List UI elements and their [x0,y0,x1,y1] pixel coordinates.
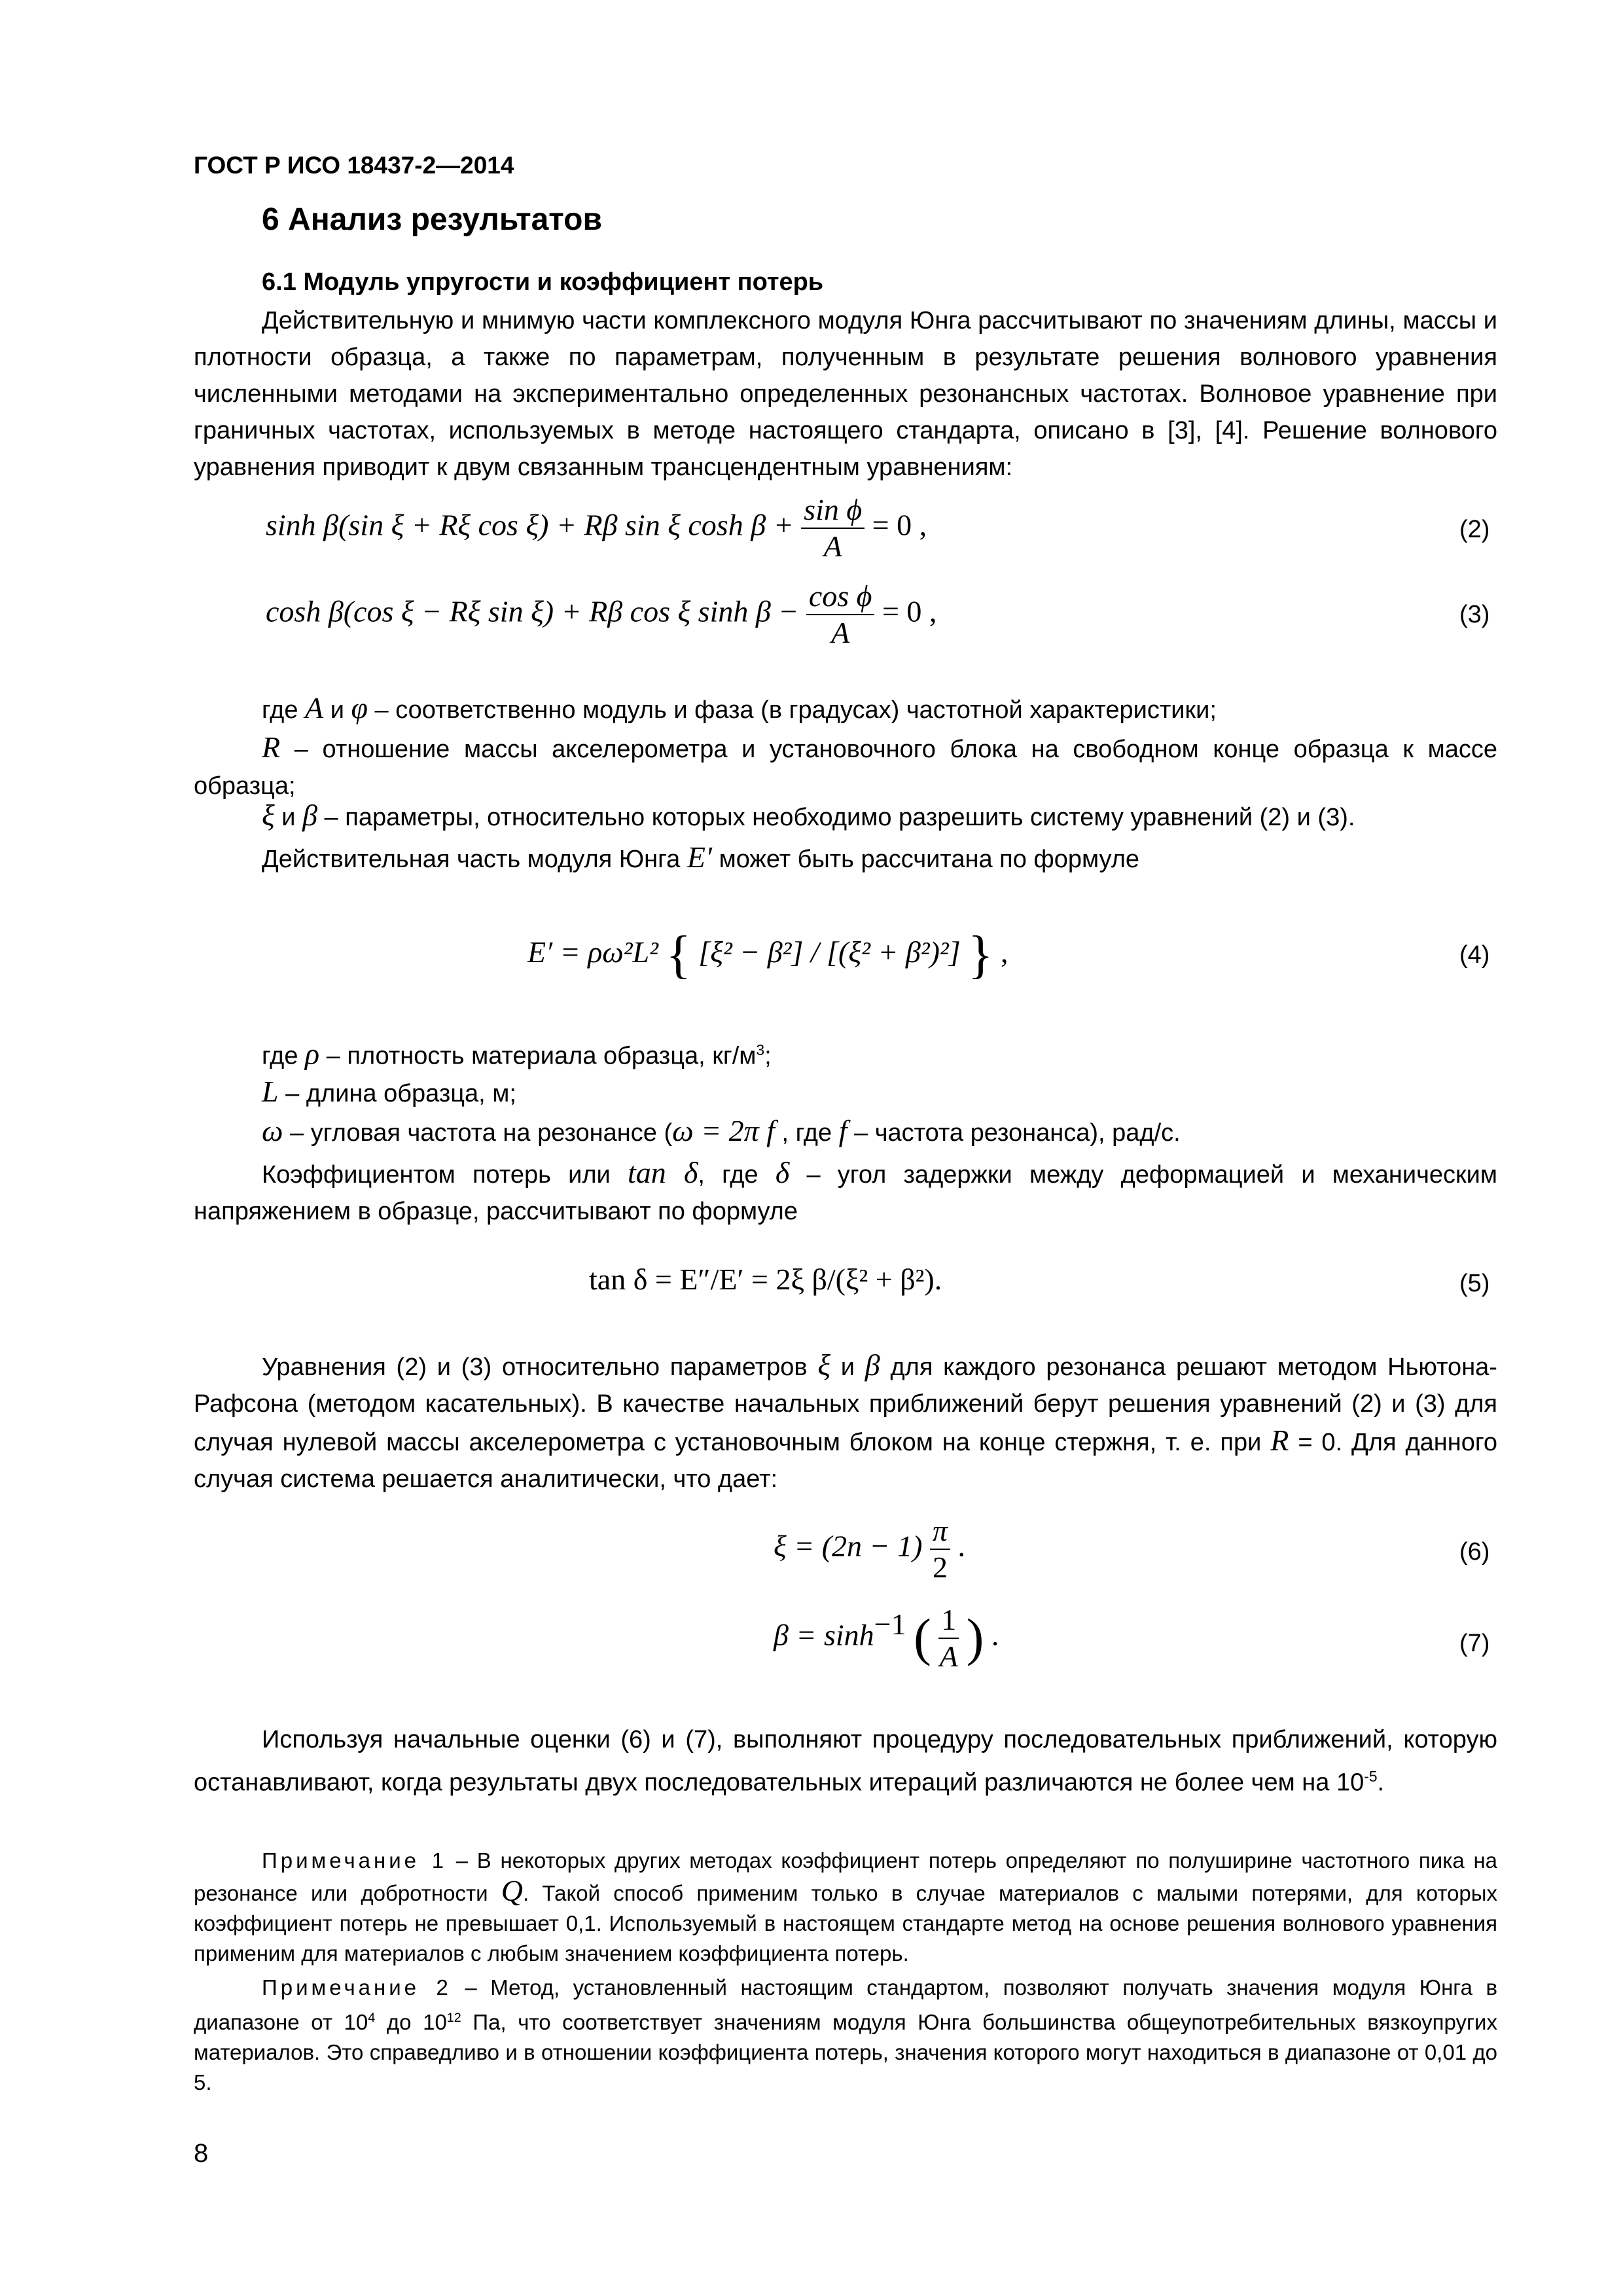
equation-2-denominator: A [823,529,842,563]
equation-3-denominator: A [831,616,850,649]
equation-4-number: (4) [1459,941,1490,969]
paragraph-real-part: Действительная часть модуля Юнга E′ может быть рассчитана по формуле [262,840,1139,874]
note-1-label: Примечание 1 [262,1848,448,1873]
note-2-label: Примечание 2 [262,1975,452,2000]
paragraph-newton: Уравнения (2) и (3) относительно параметров ξ и β для каждого резонанса решают методом Ньютона-Рафсона (методом касательных). В качестве начальных приближений берут решения уравнений (2) и (3) для случая нулевой массы акселерометра с установочным блоком на конце стержня, т. е. при R = 0. Для данного случая система решается аналитически, что дает: [194,1348,1498,1493]
equation-2-left: sinh β(sin ξ + Rξ cos ξ) + Rβ sin ξ cosh β + [266,508,794,542]
paragraph-intro: Действительную и мнимую части комплексного модуля Юнга рассчитывают по значениям длины, массы и плотности образца, а также по параметрам, полученным в результате решения волнового уравнения численными методами на экспериментально определенных резонансных частотах. Волновое уравнение при граничных частотах, используемых в методе настоящего стандарта, описано в [3], [4]. Решение волнового уравнения приводит к двум связанным трансцендентным уравнениям: [194,307,1497,481]
equation-3 [266,579,936,651]
equation-7-number: (7) [1459,1630,1490,1657]
note-2: Примечание 2 – Метод, установленный настоящим стандартом, позволяют получать значения модуля Юнга в диапазоне от $10^4$ до $10^{12}$ Па, что соответствует значениям модуля Юнга большинства общеупотребительных вязкоупругих материалов. Это справедливо и в отношении коэффициента потерь, значения которого могут находиться в диапазоне от 0,01 до 5. [194,1975,1498,2094]
equation-2-number: (2) [1459,516,1490,543]
equation-2 [266,492,927,564]
equation-3-right: = 0 , [882,594,937,628]
where-omega: ω – угловая частота на резонансе (ω = 2π f , где f – частота резонанса), рад/с. [262,1114,1181,1147]
equation-6: ξ = (2n − 1) $\frac{\pi}{2}$ . [774,1514,965,1584]
document-header: ГОСТ Р ИСО 18437-2—2014 [194,152,514,179]
where-rho: где ρ – плотность материала образца, $кг/м^3$; [262,1037,772,1071]
where-xi-beta: ξ и β – параметры, относительно которых необходимо разрешить систему уравнений (2) и (3). [262,798,1355,832]
equation-7: $\beta = \sinh^{-1}$ ( $\frac{1}{A}$ ) . [774,1603,999,1673]
note-1: Примечание 1 – В некоторых других методах коэффициент потерь определяют по полуширине частотного пика на резонансе или добротности Q. Такой способ применим только в случае материалов с малыми потерями, для которых коэффициент потерь не превышает 0,1. Используемый в настоящем стандарте метод на основе решения волнового уравнения применим для материалов с любым значением коэффициента потерь. [194,1848,1498,1965]
equation-5: tan δ = E″/E′ = 2ξ β/(ξ² + β²). [589,1263,942,1296]
equation-3-left: cosh β(cos ξ − Rξ sin ξ) + Rβ cos ξ sinh β − [266,594,799,628]
equation-2-right: = 0 , [872,508,927,542]
equation-4: E′ = ρω²L² { [ξ² − β²] / [(ξ² + β²)²] } , [527,926,1008,984]
equation-3-numerator: cos ϕ [806,579,875,615]
section-title: 6 Анализ результатов [262,202,603,237]
equation-6-number: (6) [1459,1538,1490,1566]
where-r: R – отношение массы акселерометра и установочного блока на свободном конце образца к массе образца; [194,730,1497,800]
page-number: 8 [194,2139,209,2168]
equation-5-number: (5) [1459,1270,1490,1297]
where-l: L – длина образца, м; [262,1075,516,1108]
subsection-title: 6.1 Модуль упругости и коэффициент потерь [262,268,824,296]
where-a-phi: где A и φ – соответственно модуль и фаза (в градусах) частотной характеристики; [262,691,1217,725]
equation-2-numerator: sin ϕ [801,492,865,529]
paragraph-loss-factor: Коэффициентом потерь или tan δ, где δ – угол задержки между деформацией и механическим напряжением в образце, рассчитывают по формуле [194,1156,1498,1225]
equation-3-number: (3) [1459,601,1490,628]
paragraph-iterations: Используя начальные оценки (6) и (7), выполняют процедуру последовательных приближений, которую останавливают, когда результаты двух последовательных итераций различаются не более чем на $10^{-5}$. [194,1726,1497,1797]
